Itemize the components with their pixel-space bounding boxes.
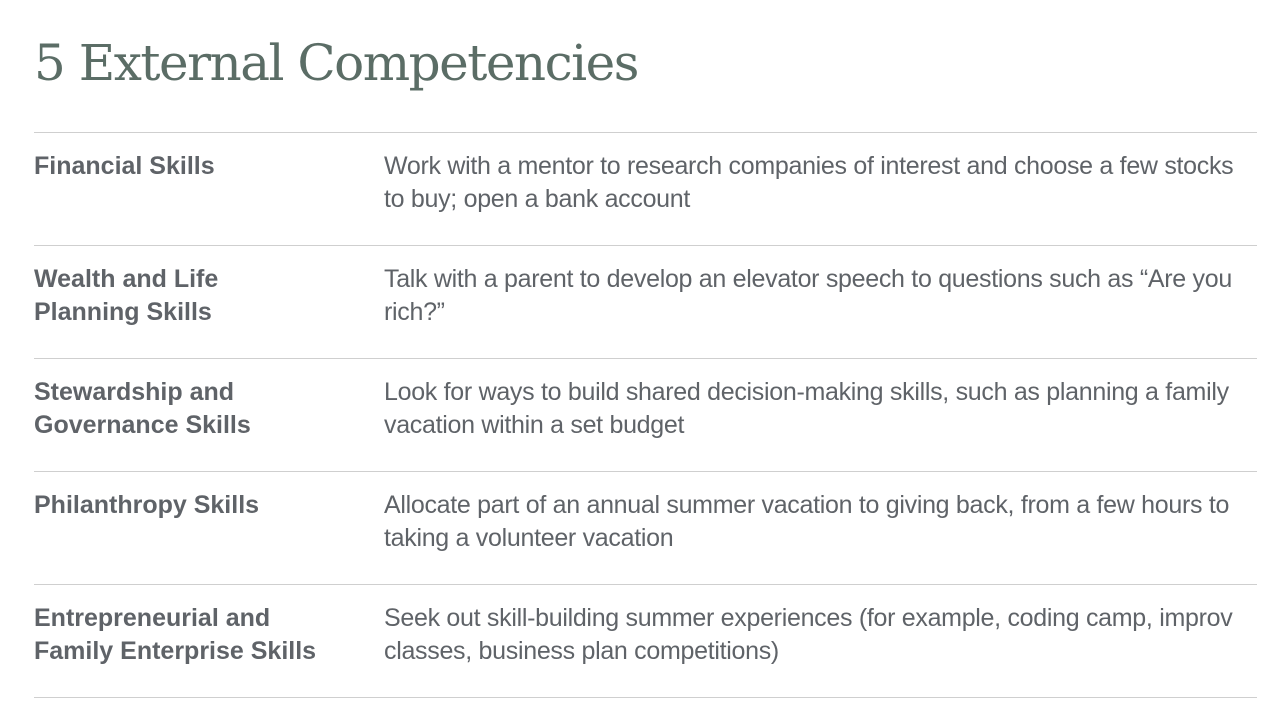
competencies-table bbox=[34, 132, 1257, 698]
competency-label: Wealth and Life Planning Skills bbox=[34, 265, 219, 326]
competency-description: Look for ways to build shared decision-making skills, such as planning a family vacation within a set budget bbox=[384, 378, 1229, 439]
table-row bbox=[34, 133, 1257, 246]
competency-label: Philanthropy Skills bbox=[34, 491, 260, 519]
table-row bbox=[34, 246, 1257, 359]
competency-description: Talk with a parent to develop an elevator speech to questions such as “Are you rich?” bbox=[384, 265, 1232, 326]
competency-description: Work with a mentor to research companies of interest and choose a few stocks to buy; open a bank account bbox=[384, 152, 1234, 213]
table-row bbox=[34, 585, 1257, 698]
competency-description: Seek out skill-building summer experiences (for example, coding camp, improv classes, business plan competitions) bbox=[384, 604, 1233, 665]
competency-label: Entrepreneurial and Family Enterprise Skills bbox=[34, 604, 317, 665]
competency-description: Allocate part of an annual summer vacation to giving back, from a few hours to taking a volunteer vacation bbox=[384, 491, 1230, 552]
competency-label: Financial Skills bbox=[34, 152, 215, 180]
table-row bbox=[34, 472, 1257, 585]
page-title: 5 External Competencies bbox=[34, 34, 638, 92]
table-row bbox=[34, 359, 1257, 472]
competency-label: Stewardship and Governance Skills bbox=[34, 378, 251, 439]
